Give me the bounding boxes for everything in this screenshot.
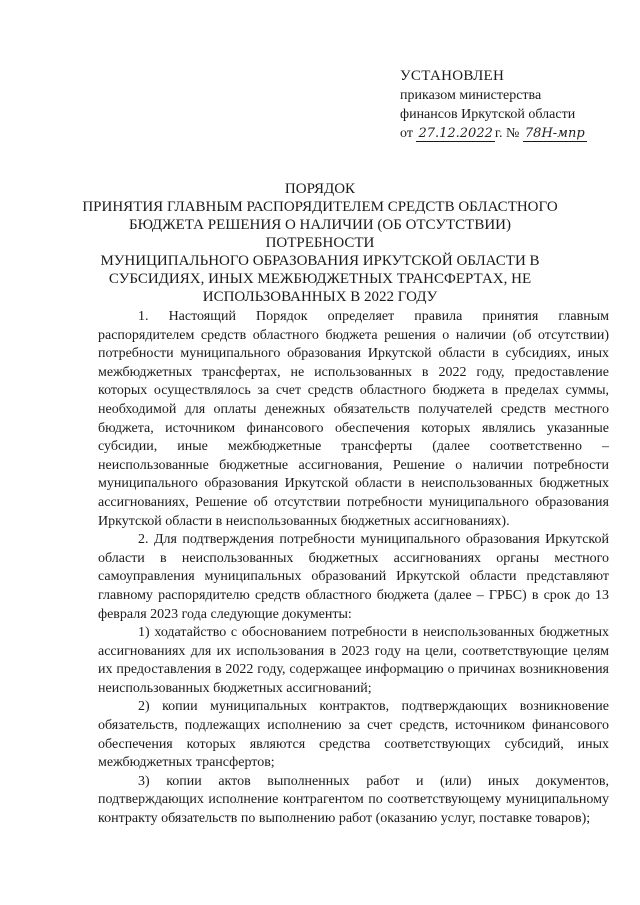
document-body <box>98 308 609 829</box>
paragraph-2-item-1: 1) ходатайство с обоснованием потребности в неиспользованных бюджетных ассигнованиях для их использования в 2023 году на цели, соответствующие целям их предоставления в 2022 году, содержащее информацию о причинах возникновения неиспользованных бюджетных ассигнований; <box>98 625 609 696</box>
date-suffix: г. № <box>494 126 520 141</box>
handwritten-number: 78Н-мпр <box>524 126 585 141</box>
paragraph-2: 2. Для подтверждения потребности муниципального образования Иркутской области в неиспользованных бюджетных ассигнованиях органы местного самоуправления муниципальных образований Иркутской области представляют главному распорядителю средств областного бюджета (далее – ГРБС) в срок до 13 февраля 2023 года следующие документы: <box>98 532 609 622</box>
paragraph-2-item-3: 3) копии актов выполненных работ и (или) иных документов, подтверждающих исполнение контрагентом по соответствующему муниципальному контракту обязательств по выполнению работ (оказанию услуг, поставке товаров); <box>98 773 609 827</box>
approval-stamp-block <box>400 66 620 143</box>
paragraph-2-item-2: 2) копии муниципальных контрактов, подтверждающих возникновение обязательств, подлежащих исполнению за счет средств, источником финансового обеспечения которых являются средства соответствующих субсидий, иных межбюджетных трансфертов; <box>98 699 609 771</box>
approval-line-date <box>400 124 620 143</box>
paragraph-1: 1. Настоящий Порядок определяет правила принятия главным распорядителем средств областного бюджета решения о наличии (об отсутствии) потребности муниципального образования Иркутской области в субсидиях, иных межбюджетных трансфертах, не использованных в 2022 году, предоставление которых осуществлялось за счет средств областного бюджета в пределах суммы, необходимой для оплаты денежных обязательств получателей средств местного бюджета, источником финансового обеспечения которых являлись указанные субсидии, иные межбюджетные трансферты (далее соответственно – неиспользованные бюджетные ассигнования, Решение о наличии потребности муниципального образования Иркутской области в неиспользованных бюджетных ассигнованиях, Решение об отсутствии потребности муниципального образования Иркутской области в неиспользованных бюджетных ассигнованиях). <box>98 309 609 529</box>
title-line-5: СУБСИДИЯХ, ИНЫХ МЕЖБЮДЖЕТНЫХ ТРАНСФЕРТАХ, НЕ <box>108 271 532 287</box>
title-line-2: ПРИНЯТИЯ ГЛАВНЫМ РАСПОРЯДИТЕЛЕМ СРЕДСТВ ОБЛАСТНОГО <box>82 199 558 215</box>
document-title <box>82 180 558 306</box>
title-line-6: ИСПОЛЬЗОВАННЫХ В 2022 ГОДУ <box>202 289 438 305</box>
approval-heading: УСТАНОВЛЕН <box>400 68 505 84</box>
date-prefix: от <box>400 126 413 141</box>
approval-line-ministry: приказом министерства <box>400 88 542 103</box>
approval-line-finance: финансов Иркутской области <box>400 107 576 122</box>
handwritten-date: 27.12.2022 <box>418 126 493 141</box>
title-line-4: МУНИЦИПАЛЬНОГО ОБРАЗОВАНИЯ ИРКУТСКОЙ ОБЛАСТИ В <box>100 253 540 269</box>
title-line-3: БЮДЖЕТА РЕШЕНИЯ О НАЛИЧИИ (ОБ ОТСУТСТВИИ) ПОТРЕБНОСТИ <box>129 217 511 251</box>
title-line-1: ПОРЯДОК <box>284 181 356 197</box>
